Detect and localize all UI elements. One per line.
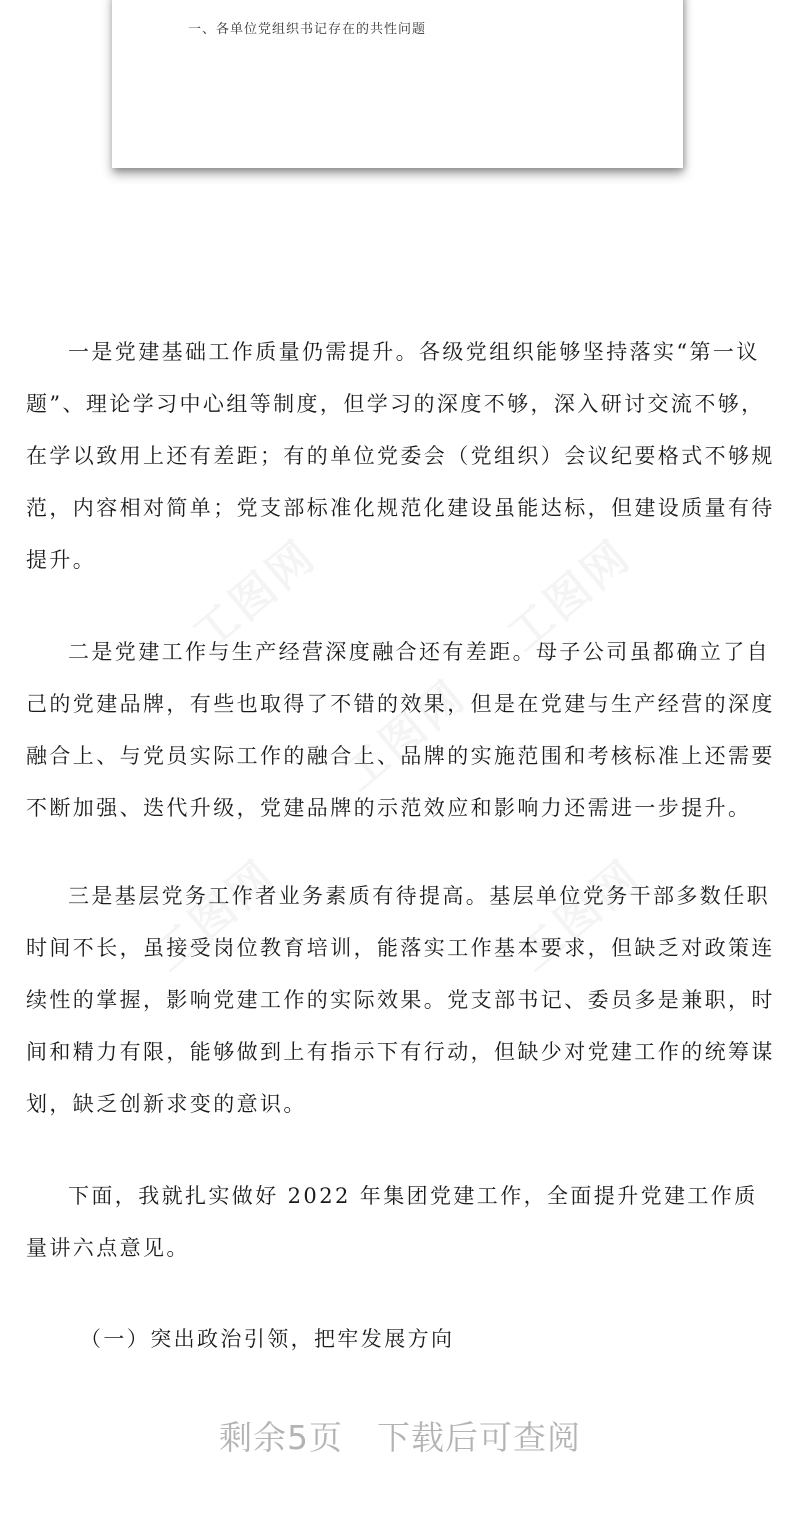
slide-preview-card xyxy=(112,0,683,168)
paragraph-1: 一是党建基础工作质量仍需提升。各级党组织能够坚持落实“第一议题”、理论学习中心组等制度，但学习的深度不够，深入研讨交流不够，在学以致用上还有差距；有的单位党委会（党组织）会议纪要格式不够规范，内容相对简单；党支部标准化规范化建设虽能达标，但建设质量有待提升。 xyxy=(26,340,775,572)
section-subheading: （一）突出政治引领，把牢发展方向 xyxy=(80,1327,455,1351)
paragraph-2: 二是党建工作与生产经营深度融合还有差距。母子公司虽都确立了自己的党建品牌，有些也取得了不错的效果，但是在党建与生产经营的深度融合上、与党员实际工作的融合上、品牌的实施范围和考核标准上还需要不断加强、迭代升级，党建品牌的示范效应和影响力还需进一步提升。 xyxy=(26,640,775,820)
paragraph-4: 下面，我就扎实做好 2022 年集团党建工作，全面提升党建工作质量讲六点意见。 xyxy=(26,1184,758,1260)
paragraph-3: 三是基层党务工作者业务素质有待提高。基层单位党务干部多数任职时间不长，虽接受岗位教育培训，能落实工作基本要求，但缺乏对政策连续性的掌握，影响党建工作的实际效果。党支部书记、委员多是兼职，时间和精力有限，能够做到上有指示下有行动，但缺少对党建工作的统筹谋划，缺乏创新求变的意识。 xyxy=(26,884,775,1116)
download-prompt[interactable]: 剩余5页 下载后可查阅 xyxy=(219,1418,581,1457)
slide-heading: 一、各单位党组织书记存在的共性问题 xyxy=(188,22,427,37)
